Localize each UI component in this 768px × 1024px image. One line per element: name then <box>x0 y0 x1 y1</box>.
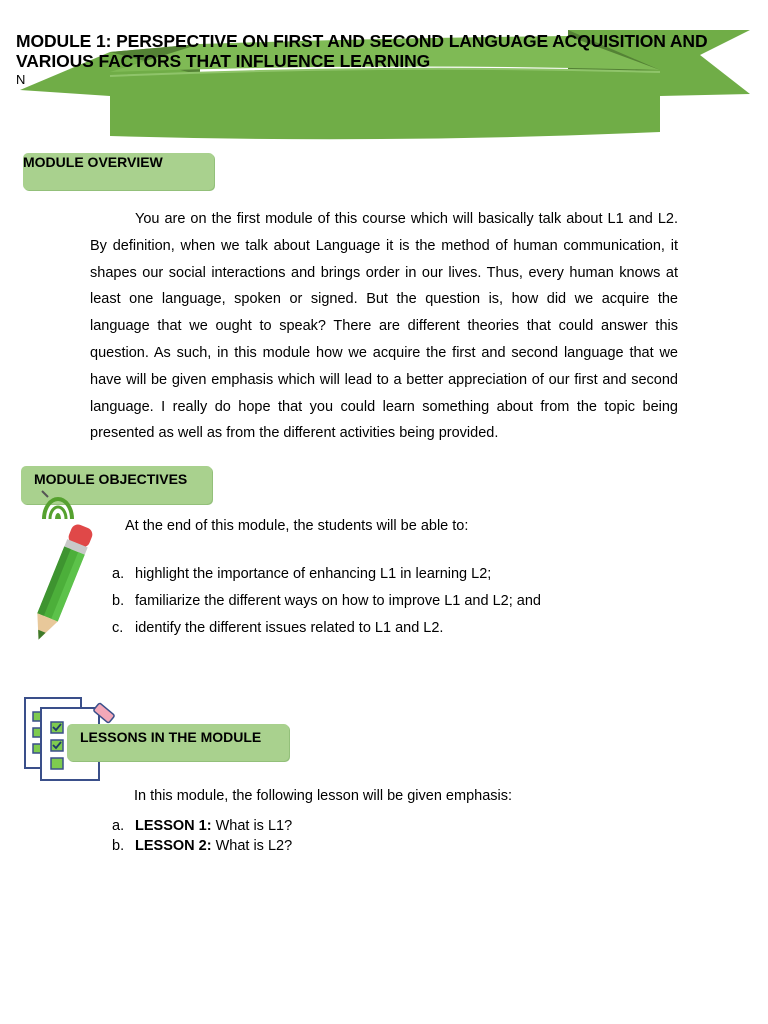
target-icon <box>38 487 78 521</box>
module-title: MODULE 1: PERSPECTIVE ON FIRST AND SECOND LANGUAGE ACQUISITION AND VARIOUS FACTORS THAT INFLUENCE LEARNING <box>16 31 708 71</box>
module-overview-heading: MODULE OVERVIEW <box>23 154 163 170</box>
lesson-item: a. LESSON 1: What is L1? <box>112 818 293 834</box>
lesson-item: b. LESSON 2: What is L2? <box>112 838 293 854</box>
pencil-icon <box>26 518 96 650</box>
objective-item: c. identify the different issues related to L1 and L2. <box>112 620 444 636</box>
module-objectives-heading: MODULE OBJECTIVES <box>34 471 188 487</box>
objective-item: a. highlight the importance of enhancing L1 in learning L2; <box>112 566 492 582</box>
lessons-heading: LESSONS IN THE MODULE <box>80 729 262 745</box>
lessons-list <box>112 818 512 858</box>
objective-item: b. familiarize the different ways on how to improve L1 and L2; and <box>112 593 541 609</box>
objectives-intro: At the end of this module, the students will be able to: <box>125 518 469 534</box>
module-overview-paragraph: You are on the first module of this course which will basically talk about L1 and L2. By definition, when we talk about Language it is the method of human communication, it shapes our social interactions and brings order in our lives. Thus, every human knows at least one language, spoken or signed. But the question is, how did we acquire the language that we ought to speak? There are different theories that could answer this question. As such, in this module how we acquire the first and second language that we have will be given emphasis which will lead to a better appreciation of our first and second language. I really do hope that you could learn something about from the topic being presented as well as from the different activities being provided. <box>90 211 678 442</box>
ribbon-banner <box>0 0 768 145</box>
stray-letter: N <box>16 72 26 87</box>
lessons-intro: In this module, the following lesson will be given emphasis: <box>134 788 513 804</box>
objectives-list <box>112 566 672 647</box>
